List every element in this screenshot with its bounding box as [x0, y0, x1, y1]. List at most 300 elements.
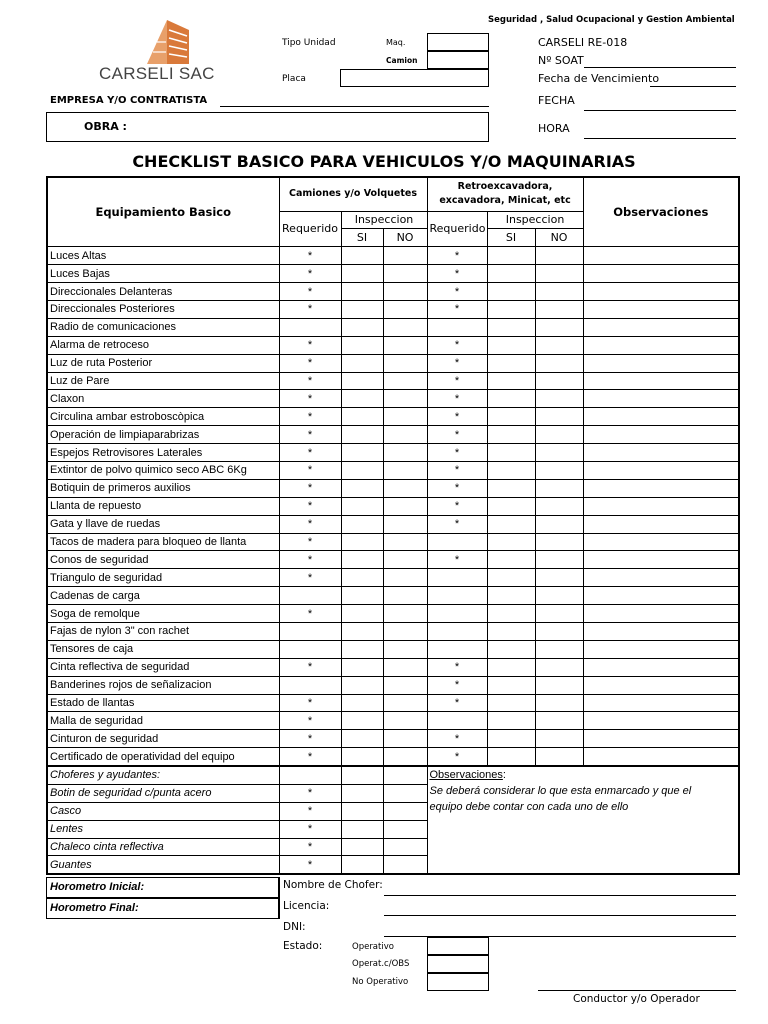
required-1-cell: * — [279, 461, 341, 479]
ppe-required-cell: * — [279, 838, 341, 856]
table-row — [47, 283, 739, 301]
si-1-cell[interactable] — [341, 640, 383, 658]
maq-label: Maq. — [386, 38, 406, 47]
si-1-cell[interactable] — [341, 730, 383, 748]
item-cell: Luces Altas — [47, 247, 279, 265]
required-2-cell: * — [427, 444, 487, 462]
fecha-venc-label: Fecha de Vencimiento — [538, 72, 660, 85]
table-row — [47, 318, 739, 336]
observation-cell[interactable] — [583, 551, 739, 569]
dni-label: DNI: — [283, 921, 306, 933]
si-1-cell[interactable] — [341, 444, 383, 462]
placa-field[interactable] — [340, 69, 489, 87]
si-1-cell[interactable] — [341, 372, 383, 390]
maq-checkbox[interactable] — [427, 33, 489, 51]
no-1-cell[interactable] — [383, 730, 427, 748]
building-logo-icon — [133, 18, 203, 66]
item-cell: Conos de seguridad — [47, 551, 279, 569]
observation-cell[interactable] — [583, 712, 739, 730]
conductor-label: Conductor y/o Operador — [573, 993, 700, 1005]
no-2-cell[interactable] — [535, 694, 583, 712]
no-2-cell[interactable] — [535, 640, 583, 658]
ppe-required-cell — [279, 766, 341, 784]
si-1-cell[interactable] — [341, 551, 383, 569]
required-1-cell: * — [279, 533, 341, 551]
item-cell: Soga de remolque — [47, 605, 279, 623]
licencia-field[interactable] — [384, 915, 736, 916]
si-1-cell[interactable] — [341, 569, 383, 587]
required-1-cell: * — [279, 605, 341, 623]
observation-cell[interactable] — [583, 444, 739, 462]
no-1-cell[interactable] — [383, 461, 427, 479]
si-1-cell[interactable] — [341, 283, 383, 301]
si-2-cell[interactable] — [487, 658, 535, 676]
ppe-required-cell: * — [279, 802, 341, 820]
si-2-cell[interactable] — [487, 569, 535, 587]
required-1-cell — [279, 640, 341, 658]
ppe-item-cell: Botin de seguridad c/punta acero — [47, 784, 279, 802]
observation-cell[interactable] — [583, 694, 739, 712]
required-1-cell: * — [279, 569, 341, 587]
no-1-cell[interactable] — [383, 622, 427, 640]
ppe-si-cell[interactable] — [341, 784, 383, 802]
si-2-cell[interactable] — [487, 640, 535, 658]
si-2-cell[interactable] — [487, 694, 535, 712]
required-2-cell: * — [427, 461, 487, 479]
no-1-cell[interactable] — [383, 479, 427, 497]
si-2-cell[interactable] — [487, 497, 535, 515]
si-1-cell[interactable] — [341, 336, 383, 354]
required-2-cell: * — [427, 247, 487, 265]
observation-cell[interactable] — [583, 587, 739, 605]
ppe-row — [47, 766, 739, 784]
observation-cell[interactable] — [583, 515, 739, 533]
item-cell: Botiquin de primeros auxilios — [47, 479, 279, 497]
si-2-cell[interactable] — [487, 676, 535, 694]
si-1-cell[interactable] — [341, 408, 383, 426]
no-2-cell[interactable] — [535, 283, 583, 301]
no-2-cell[interactable] — [535, 569, 583, 587]
no-1-cell[interactable] — [383, 300, 427, 318]
required-2-cell — [427, 605, 487, 623]
item-cell: Circulina ambar estroboscòpica — [47, 408, 279, 426]
si-2-cell[interactable] — [487, 712, 535, 730]
si-1-cell[interactable] — [341, 300, 383, 318]
no-1-cell[interactable] — [383, 283, 427, 301]
si-1-cell[interactable] — [341, 748, 383, 766]
si-2-cell[interactable] — [487, 444, 535, 462]
item-cell: Extintor de polvo quimico seco ABC 6Kg — [47, 461, 279, 479]
no-2-cell[interactable] — [535, 479, 583, 497]
table-row — [47, 658, 739, 676]
table-row — [47, 551, 739, 569]
table-row — [47, 247, 739, 265]
si-2-cell[interactable] — [487, 461, 535, 479]
col-obs-header: Observaciones — [583, 177, 739, 247]
observation-cell[interactable] — [583, 676, 739, 694]
required-2-cell — [427, 533, 487, 551]
required-1-cell: * — [279, 408, 341, 426]
no-1-cell[interactable] — [383, 390, 427, 408]
no-2-cell[interactable] — [535, 336, 583, 354]
no-2-cell[interactable] — [535, 515, 583, 533]
no-2-cell[interactable] — [535, 408, 583, 426]
placa-label: Placa — [282, 74, 306, 84]
no-2-cell[interactable] — [535, 444, 583, 462]
observation-cell[interactable] — [583, 569, 739, 587]
si-1-cell[interactable] — [341, 390, 383, 408]
required-1-cell: * — [279, 283, 341, 301]
no-1-cell[interactable] — [383, 336, 427, 354]
no-2-cell[interactable] — [535, 551, 583, 569]
no-1-cell[interactable] — [383, 247, 427, 265]
observation-cell[interactable] — [583, 479, 739, 497]
no-1-cell[interactable] — [383, 658, 427, 676]
required-2-cell: * — [427, 390, 487, 408]
no-1-cell[interactable] — [383, 426, 427, 444]
item-cell: Luz de ruta Posterior — [47, 354, 279, 372]
horometro-values-box[interactable] — [279, 877, 280, 919]
no-2-cell[interactable] — [535, 730, 583, 748]
no-1-cell[interactable] — [383, 354, 427, 372]
ppe-si-cell[interactable] — [341, 766, 383, 784]
no-1-cell[interactable] — [383, 372, 427, 390]
item-cell: Radio de comunicaciones — [47, 318, 279, 336]
hora-field[interactable] — [584, 138, 736, 139]
inspeccion-1-header: Inspeccion — [341, 211, 427, 229]
si-2-cell[interactable] — [487, 300, 535, 318]
table-row — [47, 372, 739, 390]
required-2-cell: * — [427, 426, 487, 444]
ppe-obs-text-1: Se deberá considerar lo que esta enmarcado y que el — [429, 785, 692, 797]
soat-field[interactable] — [584, 67, 736, 68]
si-2-cell[interactable] — [487, 605, 535, 623]
requerido-1-header: Requerido — [279, 211, 341, 247]
si-2-cell[interactable] — [487, 372, 535, 390]
fecha-venc-field[interactable] — [650, 86, 736, 87]
observation-cell[interactable] — [583, 622, 739, 640]
no-2-cell[interactable] — [535, 354, 583, 372]
ppe-obs-text-2: equipo debe contar con cada uno de ello — [429, 801, 629, 813]
observation-cell[interactable] — [583, 336, 739, 354]
no-2-cell[interactable] — [535, 372, 583, 390]
observation-cell[interactable] — [583, 658, 739, 676]
fecha-field[interactable] — [584, 110, 736, 111]
si-2-cell[interactable] — [487, 479, 535, 497]
table-row — [47, 569, 739, 587]
no-1-cell[interactable] — [383, 551, 427, 569]
table-row — [47, 515, 739, 533]
si-2-cell[interactable] — [487, 426, 535, 444]
camion-label: Camion — [386, 56, 418, 65]
si-2-cell[interactable] — [487, 354, 535, 372]
observation-cell[interactable] — [583, 354, 739, 372]
no-2-cell[interactable] — [535, 426, 583, 444]
required-1-cell: * — [279, 551, 341, 569]
table-row — [47, 622, 739, 640]
no-2-cell[interactable] — [535, 300, 583, 318]
no-2-cell[interactable] — [535, 533, 583, 551]
observation-cell[interactable] — [583, 426, 739, 444]
no-1-cell[interactable] — [383, 694, 427, 712]
si-1-cell[interactable] — [341, 605, 383, 623]
no-2-cell[interactable] — [535, 676, 583, 694]
no-2-cell[interactable] — [535, 622, 583, 640]
si-2-cell[interactable] — [487, 551, 535, 569]
observation-cell[interactable] — [583, 730, 739, 748]
table-row — [47, 300, 739, 318]
observation-cell[interactable] — [583, 533, 739, 551]
camion-checkbox[interactable] — [427, 51, 489, 69]
item-cell: Luces Bajas — [47, 265, 279, 283]
si-1-cell[interactable] — [341, 354, 383, 372]
table-row — [47, 408, 739, 426]
observation-cell[interactable] — [583, 283, 739, 301]
no-2-cell[interactable] — [535, 461, 583, 479]
required-2-cell: * — [427, 730, 487, 748]
observation-cell[interactable] — [583, 390, 739, 408]
inspeccion-2-header: Inspeccion — [487, 211, 583, 229]
no-1-cell[interactable] — [383, 533, 427, 551]
si-2-cell[interactable] — [487, 533, 535, 551]
required-2-cell: * — [427, 336, 487, 354]
si-1-cell[interactable] — [341, 426, 383, 444]
nombre-chofer-field[interactable] — [384, 895, 736, 896]
item-cell: Gata y llave de ruedas — [47, 515, 279, 533]
ppe-si-cell[interactable] — [341, 838, 383, 856]
si-2-cell[interactable] — [487, 336, 535, 354]
item-cell: Operación de limpiaparabrizas — [47, 426, 279, 444]
obra-label: OBRA : — [84, 120, 127, 133]
observation-cell[interactable] — [583, 640, 739, 658]
table-row — [47, 354, 739, 372]
si-2-cell[interactable] — [487, 265, 535, 283]
ppe-si-cell[interactable] — [341, 856, 383, 874]
signature-line[interactable] — [538, 990, 736, 991]
required-2-cell: * — [427, 372, 487, 390]
observation-cell[interactable] — [583, 247, 739, 265]
no-2-cell[interactable] — [535, 247, 583, 265]
ppe-observations-box[interactable] — [427, 766, 739, 874]
required-1-cell: * — [279, 372, 341, 390]
si-2-cell[interactable] — [487, 515, 535, 533]
observation-cell[interactable] — [583, 372, 739, 390]
ppe-item-cell: Choferes y ayudantes: — [47, 766, 279, 784]
si-1-cell[interactable] — [341, 694, 383, 712]
page-title: CHECKLIST BASICO PARA VEHICULOS Y/O MAQUINARIAS — [132, 152, 636, 171]
observation-cell[interactable] — [583, 300, 739, 318]
no-1-cell[interactable] — [383, 587, 427, 605]
equip-body — [47, 247, 739, 766]
table-row — [47, 694, 739, 712]
observation-cell[interactable] — [583, 318, 739, 336]
no-1-cell[interactable] — [383, 569, 427, 587]
no-1-cell[interactable] — [383, 676, 427, 694]
observation-cell[interactable] — [583, 408, 739, 426]
ppe-no-cell[interactable] — [383, 856, 427, 874]
table-row — [47, 497, 739, 515]
tipo-unidad-label: Tipo Unidad — [282, 38, 336, 48]
fecha-label: FECHA — [538, 94, 575, 107]
required-2-cell — [427, 587, 487, 605]
si-1-cell[interactable] — [341, 461, 383, 479]
si-2-cell[interactable] — [487, 748, 535, 766]
no-1-cell[interactable] — [383, 408, 427, 426]
si-2-cell[interactable] — [487, 283, 535, 301]
no-1-cell[interactable] — [383, 640, 427, 658]
no-operativo-label: No Operativo — [352, 977, 409, 987]
si-1-cell[interactable] — [341, 533, 383, 551]
required-2-cell — [427, 640, 487, 658]
no-1-cell[interactable] — [383, 712, 427, 730]
ppe-table — [46, 765, 740, 875]
item-cell: Cadenas de carga — [47, 587, 279, 605]
si-1-cell[interactable] — [341, 658, 383, 676]
si-1-cell[interactable] — [341, 676, 383, 694]
ppe-body — [47, 766, 739, 874]
required-1-cell: * — [279, 730, 341, 748]
item-cell: Alarma de retroceso — [47, 336, 279, 354]
si-1-cell[interactable] — [341, 318, 383, 336]
table-row — [47, 640, 739, 658]
required-2-cell: * — [427, 300, 487, 318]
item-cell: Espejos Retrovisores Laterales — [47, 444, 279, 462]
si-1-header: SI — [341, 229, 383, 247]
si-1-cell[interactable] — [341, 622, 383, 640]
item-cell: Tensores de caja — [47, 640, 279, 658]
ppe-item-cell: Lentes — [47, 820, 279, 838]
item-cell: Estado de llantas — [47, 694, 279, 712]
required-1-cell: * — [279, 426, 341, 444]
required-2-cell: * — [427, 354, 487, 372]
item-cell: Cinta reflectiva de seguridad — [47, 658, 279, 676]
required-2-cell: * — [427, 658, 487, 676]
table-row — [47, 748, 739, 766]
no-1-cell[interactable] — [383, 515, 427, 533]
no-2-cell[interactable] — [535, 265, 583, 283]
ppe-obs-title: Observaciones — [429, 769, 503, 781]
required-1-cell: * — [279, 354, 341, 372]
item-cell: Triangulo de seguridad — [47, 569, 279, 587]
required-1-cell: * — [279, 247, 341, 265]
col-group2-header — [427, 177, 583, 211]
checklist-table — [46, 176, 740, 767]
no-2-cell[interactable] — [535, 605, 583, 623]
top-caption: Seguridad , Salud Ocupacional y Gestion Ambiental — [488, 15, 735, 25]
required-2-cell — [427, 712, 487, 730]
observation-cell[interactable] — [583, 748, 739, 766]
ppe-required-cell: * — [279, 784, 341, 802]
si-1-cell[interactable] — [341, 515, 383, 533]
no-operativo-checkbox[interactable] — [427, 973, 489, 991]
hora-label: HORA — [538, 122, 570, 135]
required-1-cell: * — [279, 390, 341, 408]
item-cell: Direccionales Posteriores — [47, 300, 279, 318]
item-cell: Llanta de repuesto — [47, 497, 279, 515]
no-1-cell[interactable] — [383, 748, 427, 766]
observation-cell[interactable] — [583, 605, 739, 623]
observation-cell[interactable] — [583, 461, 739, 479]
soat-label: Nº SOAT — [538, 54, 584, 67]
ppe-item-cell: Chaleco cinta reflectiva — [47, 838, 279, 856]
ppe-no-cell[interactable] — [383, 820, 427, 838]
si-1-cell[interactable] — [341, 497, 383, 515]
item-cell: Tacos de madera para bloqueo de llanta — [47, 533, 279, 551]
no-2-cell[interactable] — [535, 712, 583, 730]
ppe-no-cell[interactable] — [383, 766, 427, 784]
item-cell: Malla de seguridad — [47, 712, 279, 730]
si-1-cell[interactable] — [341, 587, 383, 605]
observation-cell[interactable] — [583, 265, 739, 283]
si-2-header: SI — [487, 229, 535, 247]
si-2-cell[interactable] — [487, 587, 535, 605]
licencia-label: Licencia: — [283, 900, 330, 912]
si-1-cell[interactable] — [341, 712, 383, 730]
required-2-cell — [427, 569, 487, 587]
required-1-cell — [279, 318, 341, 336]
observation-cell[interactable] — [583, 497, 739, 515]
si-2-cell[interactable] — [487, 318, 535, 336]
no-1-cell[interactable] — [383, 444, 427, 462]
required-1-cell: * — [279, 748, 341, 766]
empresa-field[interactable] — [220, 106, 489, 107]
table-row — [47, 587, 739, 605]
no-2-cell[interactable] — [535, 587, 583, 605]
si-2-cell[interactable] — [487, 622, 535, 640]
required-1-cell — [279, 676, 341, 694]
required-2-cell: * — [427, 265, 487, 283]
operativo-checkbox[interactable] — [427, 937, 489, 955]
si-2-cell[interactable] — [487, 730, 535, 748]
ppe-si-cell[interactable] — [341, 802, 383, 820]
ppe-si-cell[interactable] — [341, 820, 383, 838]
si-1-cell[interactable] — [341, 479, 383, 497]
required-2-cell: * — [427, 408, 487, 426]
table-row — [47, 676, 739, 694]
si-1-cell[interactable] — [341, 247, 383, 265]
no-1-cell[interactable] — [383, 497, 427, 515]
ppe-no-cell[interactable] — [383, 802, 427, 820]
col-group1-header: Camiones y/o Volquetes — [279, 177, 427, 211]
si-1-cell[interactable] — [341, 265, 383, 283]
no-1-cell[interactable] — [383, 605, 427, 623]
item-cell: Claxon — [47, 390, 279, 408]
no-1-header: NO — [383, 229, 427, 247]
item-cell: Fajas de nylon 3" con rachet — [47, 622, 279, 640]
no-1-cell[interactable] — [383, 265, 427, 283]
required-2-cell: * — [427, 479, 487, 497]
operat-obs-checkbox[interactable] — [427, 955, 489, 973]
no-1-cell[interactable] — [383, 318, 427, 336]
si-2-cell[interactable] — [487, 390, 535, 408]
item-cell: Banderines rojos de señalizacion — [47, 676, 279, 694]
no-2-cell[interactable] — [535, 390, 583, 408]
no-2-cell[interactable] — [535, 497, 583, 515]
required-1-cell: * — [279, 497, 341, 515]
ppe-no-cell[interactable] — [383, 784, 427, 802]
required-2-cell: * — [427, 694, 487, 712]
no-2-cell[interactable] — [535, 658, 583, 676]
si-2-cell[interactable] — [487, 247, 535, 265]
required-1-cell: * — [279, 694, 341, 712]
no-2-cell[interactable] — [535, 748, 583, 766]
no-2-cell[interactable] — [535, 318, 583, 336]
required-2-cell: * — [427, 748, 487, 766]
ppe-required-cell: * — [279, 856, 341, 874]
ppe-item-cell: Casco — [47, 802, 279, 820]
ppe-no-cell[interactable] — [383, 838, 427, 856]
si-2-cell[interactable] — [487, 408, 535, 426]
